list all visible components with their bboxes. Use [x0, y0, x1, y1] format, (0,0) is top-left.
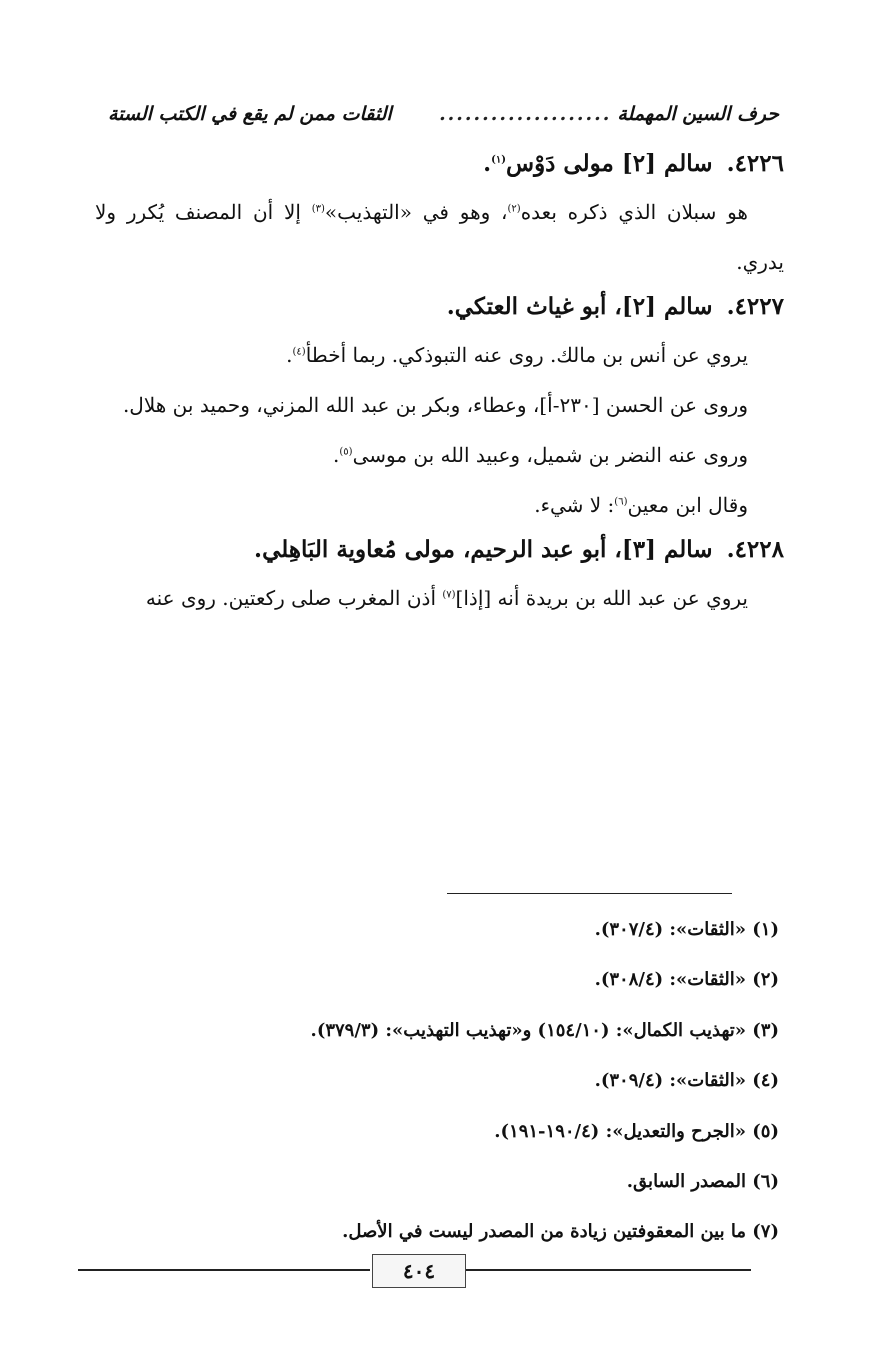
entry-number: ٤٢٢٨. [726, 536, 784, 564]
entry-number: ٤٢٢٦. [726, 150, 784, 177]
entry-title: ٤٢٢٧. سالم [٢]، أبو غياث العتكي. [446, 293, 784, 321]
footnote-ref: (٦) [614, 496, 628, 508]
entry-paragraph: يروي عن أنس بن مالك. روى عنه التبوذكي. ربما أخطأ$^{(٤)}$. [286, 343, 748, 368]
entry-number: ٤٢٢٧. [726, 293, 784, 321]
entry-paragraph: وروى عن الحسن [٢٣٠-أ]، وعطاء، وبكر بن عبد الله المزني، وحميد بن هلال. [122, 393, 748, 418]
footnotes [100, 905, 779, 1258]
running-header [108, 103, 779, 125]
footnote: (٦) المصدر السابق. [626, 1170, 779, 1192]
entry-name: سالم [٣]، أبو عبد الرحيم، مولى مُعاوية البَاهِلي [262, 536, 713, 564]
entry-paragraph: هو سبلان الذي ذكره بعده$^{(٢)}$، وهو في «التهذيب»$^{(٣)}$ إلا أن المصنف يُكرر ولا يدري. [95, 200, 784, 275]
entry-name: سالم [٢]، أبو غياث العتكي [454, 293, 713, 321]
entry-title: ٤٢٢٦. سالم [٢] مولى دَوْس$^{(١)}$. [483, 150, 784, 177]
entry-paragraph: وروى عنه النضر بن شميل، وعبيد الله بن موسى$^{(٥)}$. [333, 443, 748, 468]
page-number: ٤٠٤ [372, 1254, 466, 1288]
entry-title: ٤٢٢٨. سالم [٣]، أبو عبد الرحيم، مولى مُعاوية البَاهِلي. [254, 536, 784, 564]
entry-paragraph: وقال ابن معين$^{(٦)}$: لا شيء. [534, 493, 748, 518]
footnote-ref: (٧) [442, 589, 456, 601]
entry-paragraph: يروي عن عبد الله بن بريدة أنه [إذا]$^{(٧)}$ أذن المغرب صلى ركعتين. روى عنه [145, 586, 748, 611]
footnote-ref: (١) [491, 154, 506, 166]
footnote: (٧) ما بين المعقوفتين زيادة من المصدر ليست في الأصل. [342, 1221, 779, 1243]
header-leader-dots: .................... [439, 103, 612, 125]
footnote: (٣) «تهذيب الكمال»: (١٥٤/١٠) و«تهذيب التهذيب»: (٣٧٩/٣). [310, 1019, 779, 1041]
footnote-separator [447, 893, 732, 894]
entry-name: سالم [٢] مولى دَوْس [506, 150, 713, 177]
bottom-rule-left [78, 1269, 370, 1271]
footnote: (٥) «الجرح والتعديل»: (١٩٠/٤-١٩١). [494, 1120, 779, 1142]
footnote-ref: (٥) [339, 446, 353, 458]
footnote-ref: (٢) [507, 203, 521, 215]
footnote-ref: (٣) [311, 203, 325, 215]
footnote: (٤) «الثقات»: (٣٠٩/٤). [594, 1070, 779, 1092]
footnote-ref: (٤) [292, 346, 306, 358]
header-book-title: الثقات ممن لم يقع في الكتب الستة [108, 103, 392, 125]
main-text [95, 148, 784, 623]
footnote: (٢) «الثقات»: (٣٠٨/٤). [594, 969, 779, 991]
header-chapter: حرف السين المهملة [617, 103, 779, 125]
bottom-rule-right [466, 1269, 751, 1271]
footnote: (١) «الثقات»: (٣٠٧/٤). [594, 919, 779, 940]
